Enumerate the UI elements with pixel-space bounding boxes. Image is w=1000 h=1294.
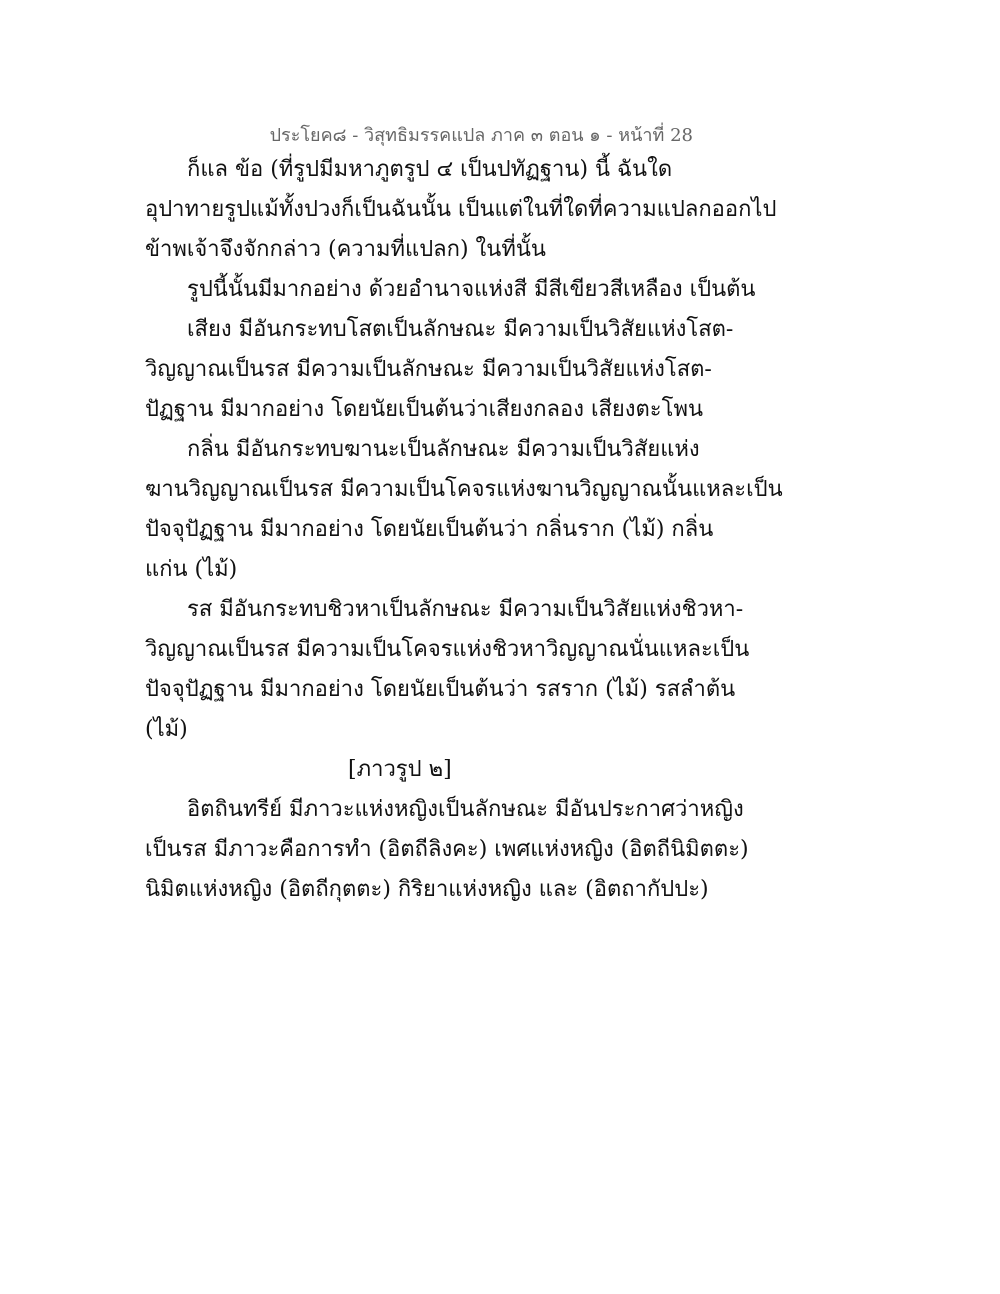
text-line: (ไม้) — [145, 717, 188, 742]
text-line: รูปนี้นั้นมีมากอย่าง ด้วยอำนาจแห่งสี มีสีเขียวสีเหลือง เป็นต้น — [187, 277, 756, 302]
text-line: วิญญาณเป็นรส มีความเป็นลักษณะ มีความเป็นวิสัยแห่งโสต- — [145, 357, 712, 382]
text-line: แก่น (ไม้) — [145, 557, 238, 582]
text-line: ปัจจุปัฏฐาน มีมากอย่าง โดยนัยเป็นต้นว่า กลิ่นราก (ไม้) กลิ่น — [145, 517, 714, 542]
text-line: นิมิตแห่งหญิง (อิตถีกุตตะ) กิริยาแห่งหญิง และ (อิตถากัปปะ) — [145, 877, 709, 902]
text-line: เป็นรส มีภาวะคือการทำ (อิตถีลิงคะ) เพศแห่งหญิง (อิตถีนิมิตตะ) — [145, 837, 749, 862]
running-header: ประโยค๘ - วิสุทธิมรรคแปล ภาค ๓ ตอน ๑ - หน้าที่ 28 — [269, 125, 693, 146]
text-line: ข้าพเจ้าจึงจักกล่าว (ความที่แปลก) ในที่นั้น — [145, 237, 546, 262]
text-line: อุปาทายรูปแม้ทั้งปวงก็เป็นฉันนั้น เป็นแต่ในที่ใดที่ความแปลกออกไป — [145, 197, 777, 222]
text-line: ฆานวิญญาณเป็นรส มีความเป็นโคจรแห่งฆานวิญญาณนั้นแหละเป็น — [145, 477, 783, 502]
body-text — [145, 150, 783, 910]
text-line: รส มีอันกระทบชิวหาเป็นลักษณะ มีความเป็นวิสัยแห่งชิวหา- — [187, 597, 744, 622]
text-line: ก็แล ข้อ (ที่รูปมีมหาภูตรูป ๔ เป็นปทัฏฐาน) นี้ ฉันใด — [187, 157, 673, 182]
text-line: วิญญาณเป็นรส มีความเป็นโคจรแห่งชิวหาวิญญาณนั่นแหละเป็น — [145, 637, 750, 662]
text-line: อิตถินทรีย์ มีภาวะแห่งหญิงเป็นลักษณะ มีอันประกาศว่าหญิง — [187, 797, 744, 822]
text-line: ปัจจุปัฏฐาน มีมากอย่าง โดยนัยเป็นต้นว่า รสราก (ไม้) รสลำต้น — [145, 677, 736, 702]
text-line: กลิ่น มีอันกระทบฆานะเป็นลักษณะ มีความเป็นวิสัยแห่ง — [187, 437, 700, 462]
text-line: เสียง มีอันกระทบโสตเป็นลักษณะ มีความเป็นวิสัยแห่งโสต- — [187, 317, 734, 342]
section-heading: [ภาวรูป ๒] — [348, 757, 452, 782]
text-line: ปัฏฐาน มีมากอย่าง โดยนัยเป็นต้นว่าเสียงกลอง เสียงตะโพน — [145, 397, 703, 422]
